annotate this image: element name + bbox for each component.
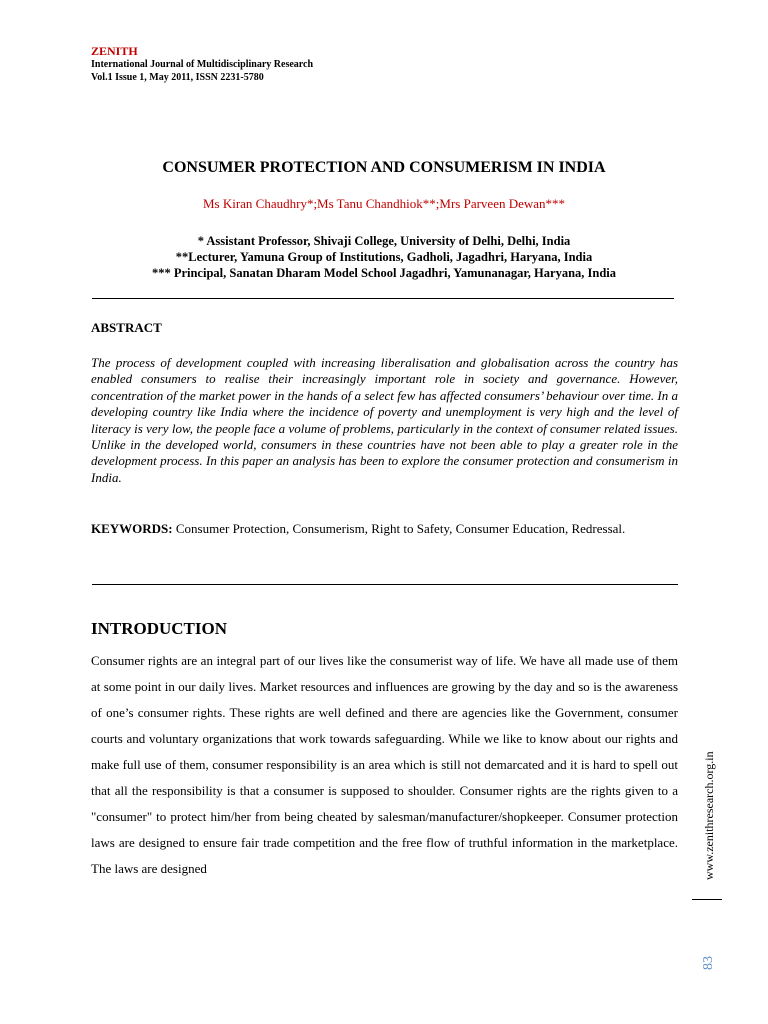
keywords-list: Consumer Protection, Consumerism, Right to Safety, Consumer Education, Redressal. <box>175 521 626 536</box>
keywords-label: KEYWORDS: <box>91 521 173 536</box>
journal-volume-info: Vol.1 Issue 1, May 2011, ISSN 2231-5780 <box>91 72 264 83</box>
author-affiliations <box>0 233 768 281</box>
affiliation-3: *** Principal, Sanatan Dharam Model School Jagadhri, Yamunanagar, Haryana, India <box>151 266 617 280</box>
journal-full-title: International Journal of Multidisciplinary Research <box>91 59 314 70</box>
divider-top <box>92 298 674 299</box>
affiliation-1: * Assistant Professor, Shivaji College, University of Delhi, Delhi, India <box>197 234 571 248</box>
side-website-url: www.zenithresearch.org.in <box>702 751 716 880</box>
side-divider <box>692 899 722 900</box>
paper-title: CONSUMER PROTECTION AND CONSUMERISM IN INDIA <box>162 159 606 176</box>
journal-name: ZENITH <box>91 44 138 58</box>
introduction-heading: INTRODUCTION <box>91 619 228 638</box>
abstract-heading: ABSTRACT <box>91 320 162 335</box>
affiliation-2: **Lecturer, Yamuna Group of Institutions, Gadholi, Jagadhri, Haryana, India <box>175 250 593 264</box>
introduction-body: Consumer rights are an integral part of our lives like the consumerist way of life. We have all made use of them at some point in our daily lives. Market resources and influences are growing by the day and so is the awareness of one’s consumer rights. These rights are well defined and there are agencies like the Government, consumer courts and voluntary organizations that work towards safeguarding. While we like to know about our rights and make full use of them, consumer responsibility is an area which is still not demarcated and it is hard to spell out that all the responsibility is that a consumer is supposed to shoulder. Consumer rights are the rights given to a "consumer" to protect him/her from being cheated by salesman/manufacturer/shopkeeper. Consumer protection laws are designed to ensure fair trade competition and the free flow of truthful information in the marketplace. The laws are designed <box>91 653 678 876</box>
journal-header <box>91 44 491 84</box>
keywords-paragraph <box>91 516 678 542</box>
divider-bottom <box>92 584 678 585</box>
page-number: 83 <box>701 956 716 970</box>
paper-authors: Ms Kiran Chaudhry*;Ms Tanu Chandhiok**;Mrs Parveen Dewan*** <box>202 196 566 211</box>
abstract-body: The process of development coupled with increasing liberalisation and globalisation across the country has enabled consumers to realise their increasingly important role in society and governance. However, concentration of the market power in the hands of a select few has affected consumers’ behaviour over time. In a developing country like India where the incidence of poverty and unemployment is very high and the level of literacy is very low, the people face a volume of problems, particularly in the context of consumer related issues. Unlike in the developed world, consumers in these countries have not been able to play a greater role in the development process. In this paper an analysis has been to explore the consumer protection and consumerism in India. <box>91 355 678 485</box>
